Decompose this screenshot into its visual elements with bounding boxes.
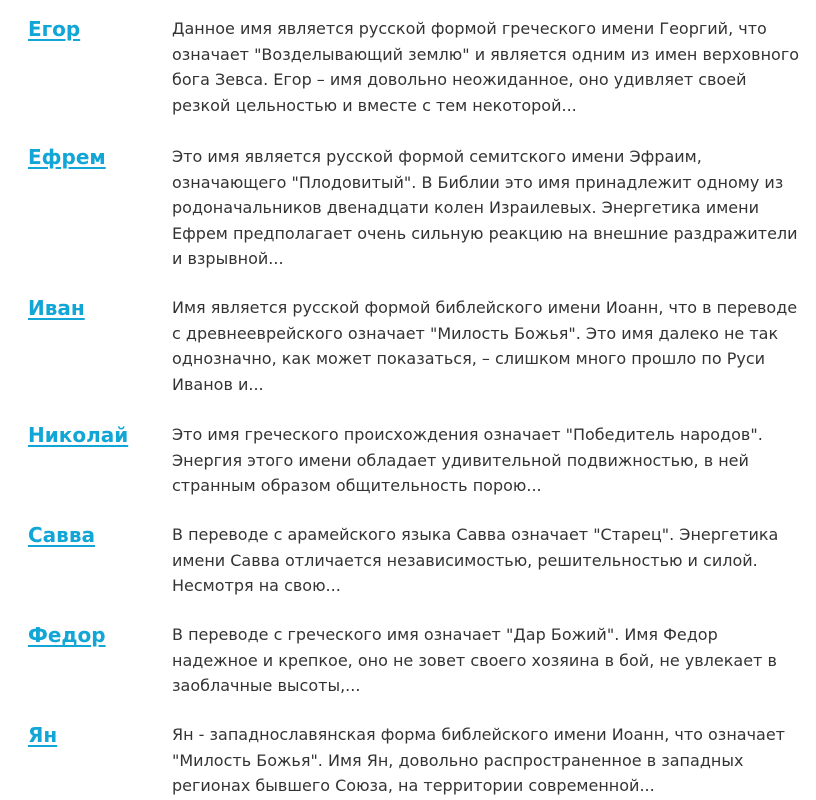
name-description-ivan: Имя является русской формой библейского имени Иоанн, что в переводе с древнееврейского означает "Милость Божья". Это имя далеко не так однозначно, как может показаться, – слишком много прошло по Руси Иванов и... (172, 298, 798, 394)
name-link-ivan[interactable]: Иван (28, 296, 85, 320)
name-description-yan: Ян - западнославянская форма библейского имени Иоанн, что означает "Милость Божья". Имя Ян, довольно распространенное в западных регионах бывшего Союза, на территории современной... (172, 725, 785, 795)
name-description-nikolay: Это имя греческого происхождения означает "Победитель народов". Энергия этого имени обладает удивительной подвижностью, в ней странным образом общительность порою... (172, 425, 763, 495)
name-description-efrem: Это имя является русской формой семитского имени Эфраим, означающего "Плодовитый". В Библии это имя принадлежит одному из родоначальников двенадцати колен Израилевых. Энергетика имени Ефрем предполагает очень сильную реакцию на внешние раздражители и взрывной... (172, 147, 798, 268)
name-link-egor[interactable]: Егор (28, 17, 81, 41)
name-description-egor: Данное имя является русской формой греческого имени Георгий, что означает "Возделывающий землю" и является одним из имен верховного бога Зевса. Егор – имя довольно неожиданное, оно удивляет своей резкой цельностью и вместе с тем некоторой... (172, 19, 800, 115)
name-description-fedor: В переводе с греческого имя означает "Дар Божий". Имя Федор надежное и крепкое, оно не зовет своего хозяина в бой, не увлекает в заоблачные высоты,... (172, 625, 777, 695)
name-link-savva[interactable]: Савва (28, 523, 95, 547)
name-link-nikolay[interactable]: Николай (28, 423, 129, 447)
name-link-fedor[interactable]: Федор (28, 623, 106, 647)
name-link-efrem[interactable]: Ефрем (28, 145, 106, 169)
name-link-yan[interactable]: Ян (28, 723, 58, 747)
name-description-savva: В переводе с арамейского языка Савва означает "Старец". Энергетика имени Савва отличается независимостью, решительностью и силой. Несмотря на свою... (172, 525, 779, 595)
